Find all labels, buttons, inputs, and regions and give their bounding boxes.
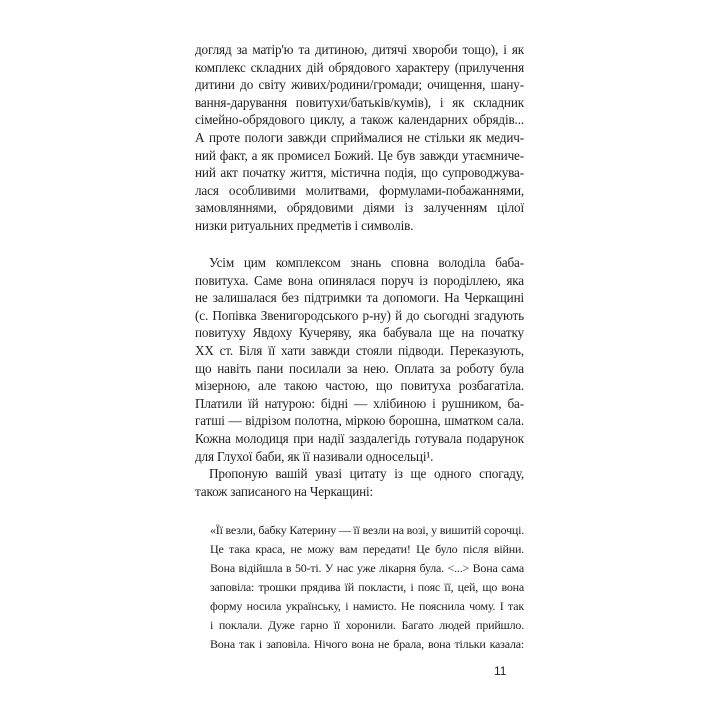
text-line: повитуха. Саме вона опинялася поруч із породіллею, яка [195, 272, 524, 288]
text-line: XX ст. Біля її хати завжди стояли підводи. Переказують, [195, 342, 524, 358]
text-line: не залишалася без підтримки та допомоги. На Черкащині [195, 290, 524, 306]
text-line: Це така краса, не можу вам передати! Це було після війни. [210, 542, 524, 556]
text-line: що навіть пани посилали за нею. Оплата за роботу була [195, 360, 524, 376]
text-line: «Її везли, бабку Катерину — її везли на возі, у вишитій сорочці. [210, 523, 525, 537]
text-line: Кожна молодиця при надії заздалегідь готувала подарунок [195, 430, 524, 446]
paragraph-1 [195, 41, 524, 235]
text-line: мізерною, але такою частою, що повитуха розбагатіла. [195, 378, 524, 394]
text-line: вання-дарування повитухи/батьків/кумів), і як складник [195, 94, 524, 110]
text-line: догляд за матір'ю та дитиною, дитячі хвороби тощо), і як [195, 42, 524, 57]
text-line: Пропоную вашій увазі цитату із ще одного спогаду, [209, 466, 524, 481]
text-line: низки ритуальних предметів і символів. [195, 217, 414, 233]
text-line: дитини до світу живих/родини/громади; очищення, шану- [195, 77, 524, 93]
text-line: гатші — відрізом полотна, міркою борошна, шматком сала. [195, 413, 524, 429]
page-number: 11 [494, 664, 507, 678]
text-line: сімейно-обрядового циклу, а також календарних обрядів... [195, 112, 524, 128]
text-line: заповіла: трошки прядива їй покласти, і пояс її, цей, що вона [210, 580, 524, 594]
text-line: А проте пологи завжди сприймалися не стільки як медич- [195, 129, 524, 145]
text-line: Усім цим комплексом знань сповна володіла баба- [209, 255, 524, 270]
text-line: форму носила українську, і намисто. Не пояснила чому. І так [210, 599, 524, 613]
paragraph-3 [195, 465, 524, 500]
text-line: (с. Попівка Звенигородського р-ну) й до сьогодні згадують [195, 307, 524, 323]
text-line: і поклали. Дуже гарно її хоронили. Багато людей прийшло. [210, 618, 524, 632]
text-line: Платили їй натурою: бідні — хлібиною і рушником, ба- [195, 395, 524, 411]
text-line: лася особливими молитвами, формулами-побажаннями, [195, 182, 524, 198]
text-line: ний акт початку життя, містична подія, що супроводжува- [195, 165, 524, 181]
text-line: повитуху Явдоху Кучеряву, яка бабувала ще на початку [195, 325, 524, 341]
text-line: Вона відійшла в 50-ті. У нас уже лікарня була. <...> Вона сама [210, 561, 524, 575]
text-line: комплекс складних дій обрядового характеру (прилучення [195, 59, 524, 75]
text-line: Вона так і заповіла. Нічого вона не брала, вона тільки казала: [210, 637, 524, 651]
quote-block [210, 521, 524, 654]
text-line: для Глухої баби, як її називали односельці¹. [195, 448, 434, 464]
text-line: замовляннями, обрядовими діями із залученням цілої [195, 200, 524, 216]
paragraph-2 [195, 254, 524, 465]
text-line: також записаного на Черкащині: [195, 483, 374, 499]
text-line: ний факт, а як промисел Божий. Це був завжди утаємниче- [195, 147, 524, 163]
